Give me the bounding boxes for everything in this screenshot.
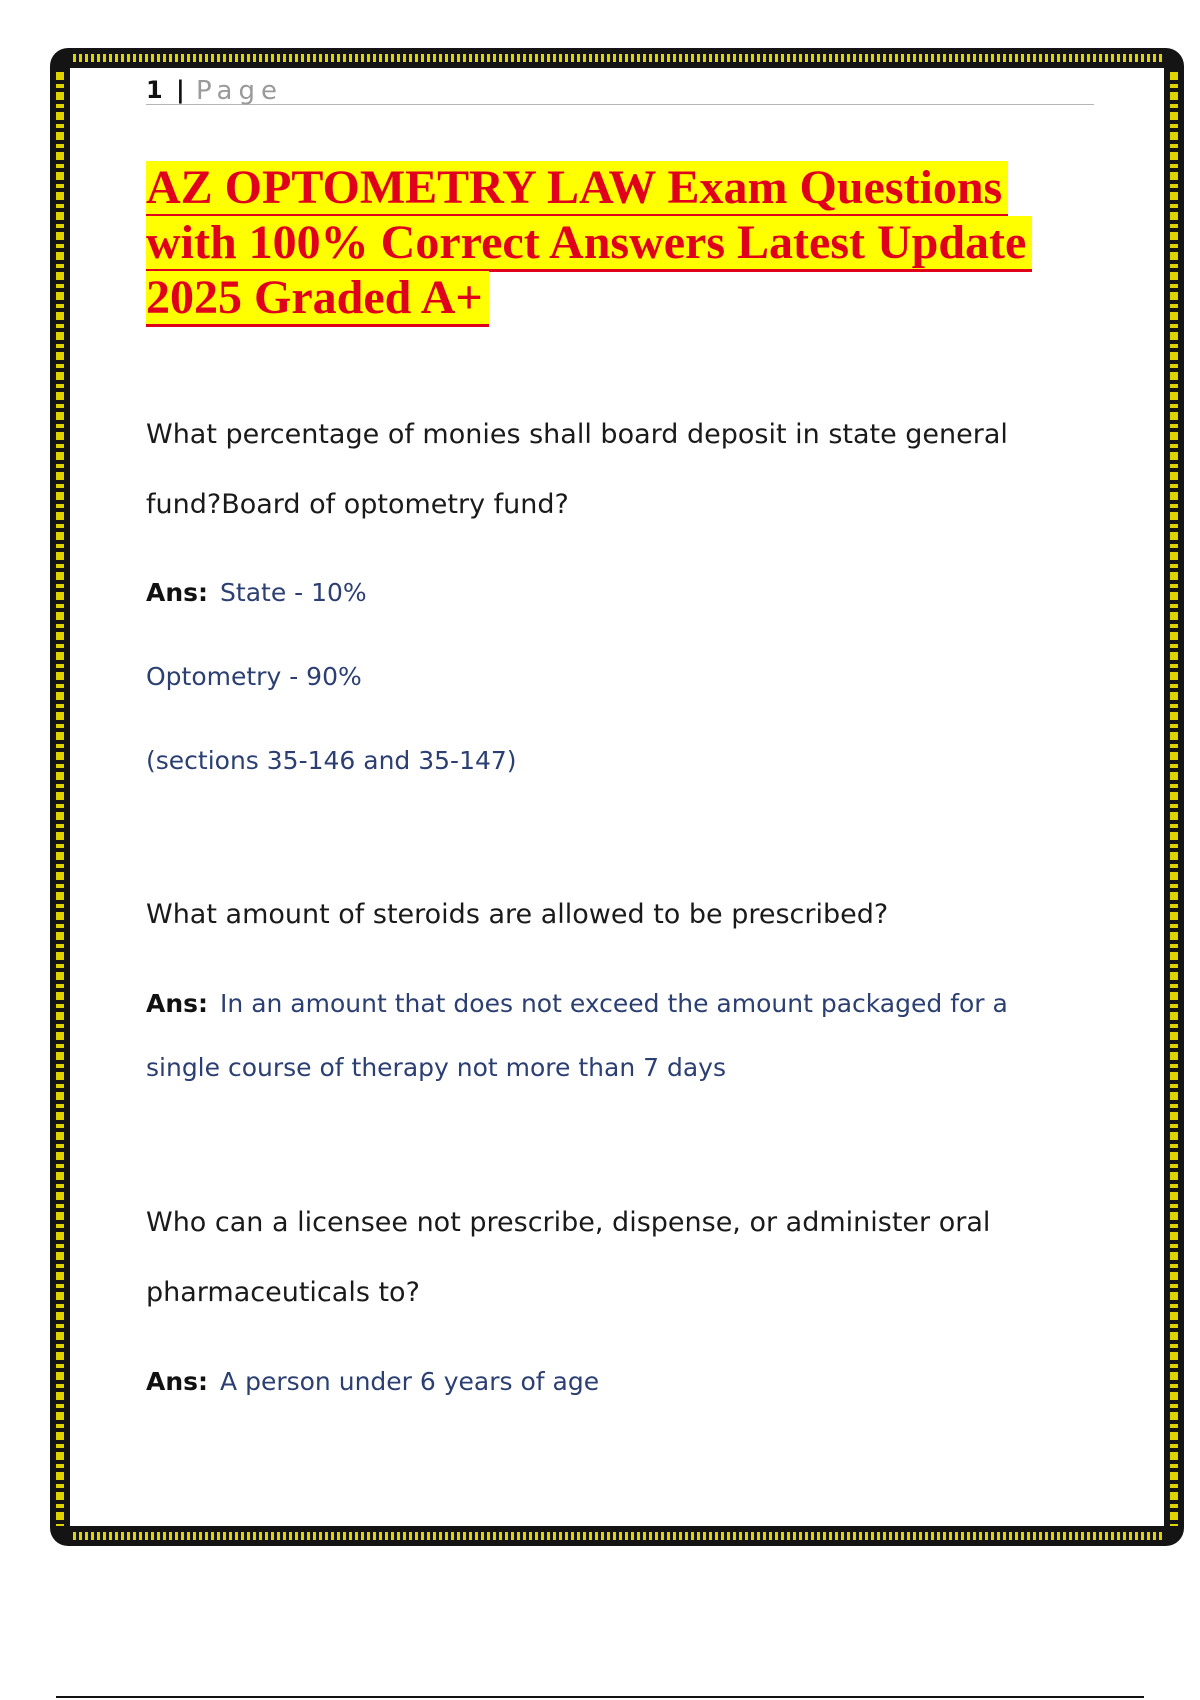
answer-line: (sections 35-146 and 35-147) bbox=[146, 746, 517, 775]
question-2 bbox=[146, 880, 1046, 950]
answer-2 bbox=[146, 972, 1046, 1100]
question-line: fund?Board of optometry fund? bbox=[146, 489, 569, 520]
document-title bbox=[146, 160, 1066, 325]
page-border-left-pattern bbox=[50, 68, 70, 1526]
question-line: pharmaceuticals to? bbox=[146, 1277, 420, 1308]
answer-line: A person under 6 years of age bbox=[220, 1367, 600, 1396]
answer-line: Optometry - 90% bbox=[146, 662, 362, 691]
question-3 bbox=[146, 1188, 1046, 1328]
question-1 bbox=[146, 400, 1046, 540]
question-line: Who can a licensee not prescribe, dispense, or administer oral bbox=[146, 1207, 991, 1238]
page-number: 1 bbox=[146, 76, 163, 104]
page-number-separator: | bbox=[176, 76, 185, 104]
page-border-bottom-pattern bbox=[70, 1526, 1164, 1546]
title-line: 2025 Graded A+ bbox=[146, 271, 489, 327]
answer-line: In an amount that does not exceed the amount packaged for a bbox=[220, 989, 1008, 1018]
title-line: AZ OPTOMETRY LAW Exam Questions bbox=[146, 161, 1008, 217]
page-header bbox=[146, 74, 1094, 105]
page-border-right-pattern bbox=[1164, 68, 1184, 1526]
answer-line: State - 10% bbox=[220, 578, 367, 607]
question-line: What amount of steroids are allowed to be prescribed? bbox=[146, 899, 889, 930]
answer-line: single course of therapy not more than 7 days bbox=[146, 1053, 726, 1082]
question-line: What percentage of monies shall board deposit in state general bbox=[146, 419, 1008, 450]
answer-1 bbox=[146, 561, 1046, 793]
page-border-top-pattern bbox=[70, 48, 1164, 68]
title-line: with 100% Correct Answers Latest Update bbox=[146, 216, 1032, 272]
answer-label: Ans: bbox=[146, 578, 209, 607]
answer-label: Ans: bbox=[146, 1367, 209, 1396]
answer-3 bbox=[146, 1350, 1046, 1414]
bottom-rule bbox=[56, 1696, 1144, 1698]
answer-label: Ans: bbox=[146, 989, 209, 1018]
page-label: Page bbox=[196, 76, 283, 106]
